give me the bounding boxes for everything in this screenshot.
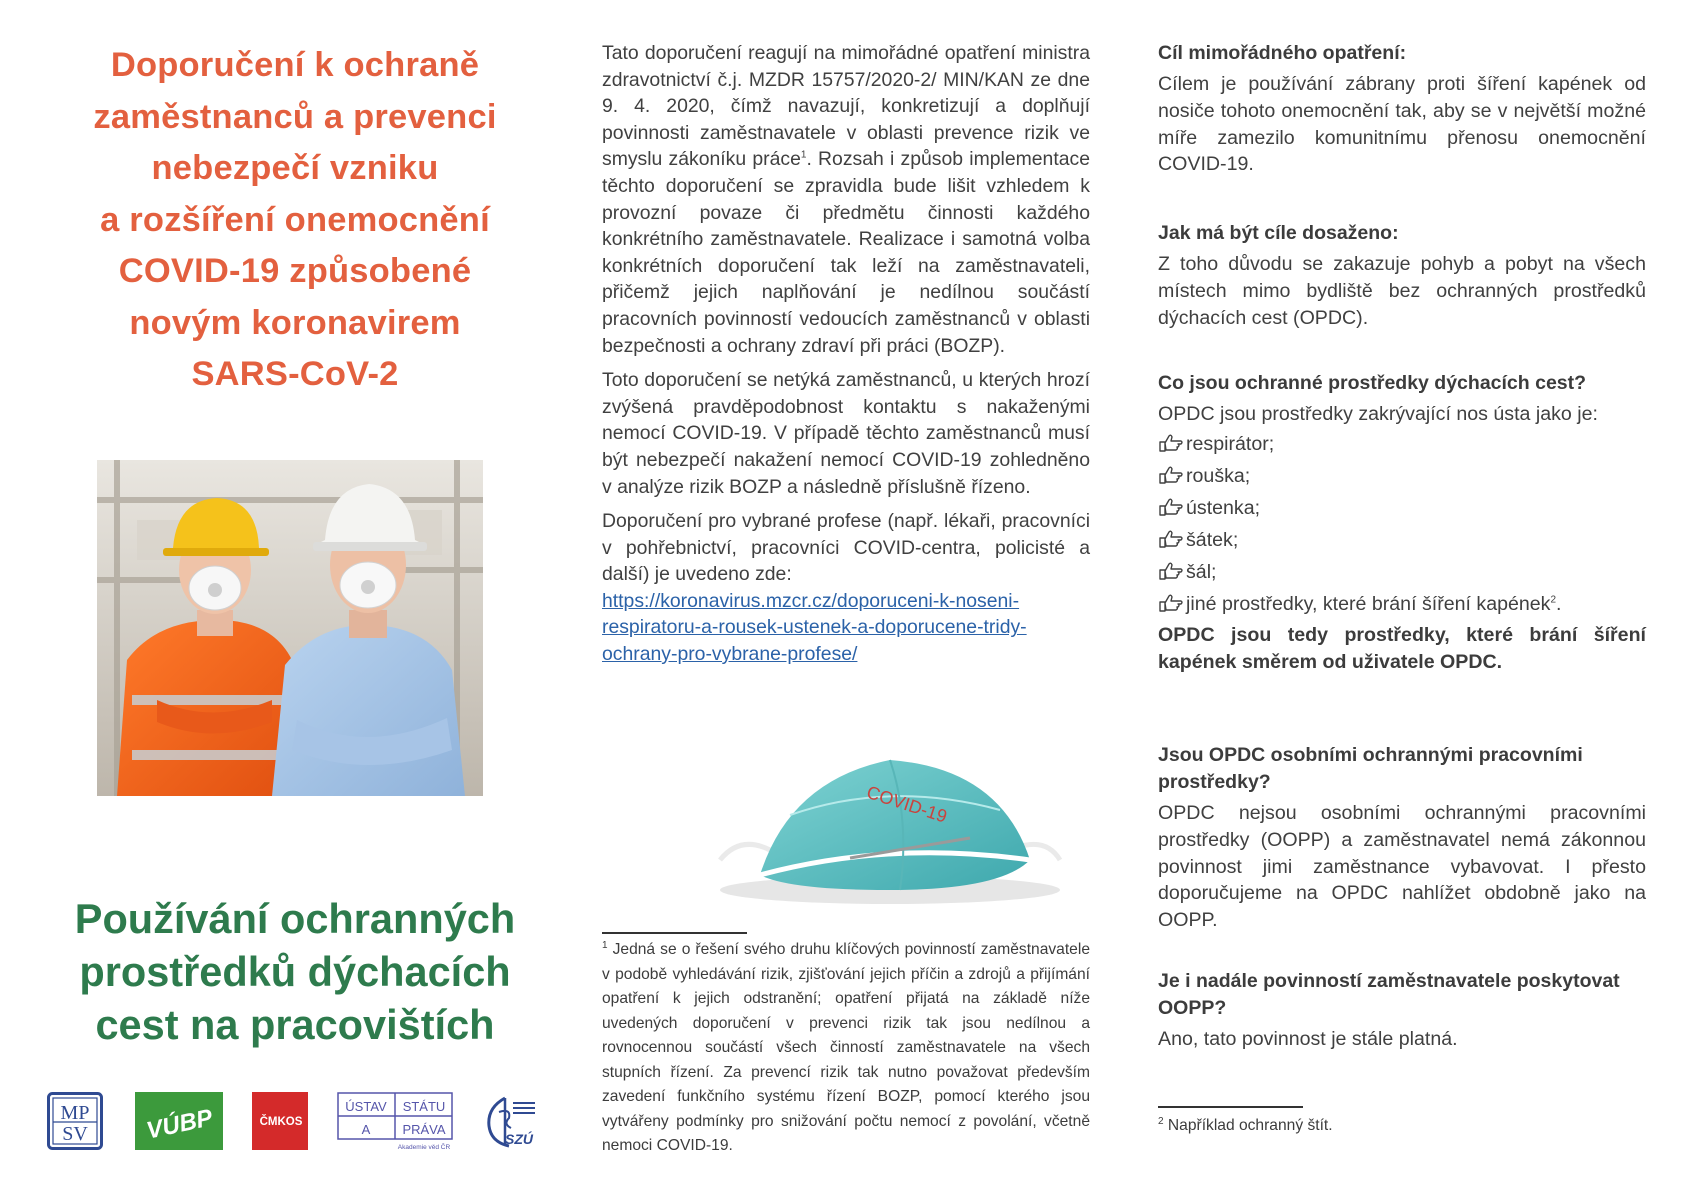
title-line: zaměstnanců a prevenci bbox=[93, 97, 497, 136]
footnote-1-number: 1 bbox=[602, 939, 608, 951]
cmkos-text: ČMKOS bbox=[259, 1116, 303, 1128]
usp-logo bbox=[337, 1092, 453, 1152]
usp-text-3: A bbox=[361, 1122, 371, 1137]
professions-text: Doporučení pro vybrané profese (např. lékaři, pracovníci v pohřebnictví, pracovníci COVID-centra, policisté a další) je uvedeno zde: bbox=[602, 510, 1090, 586]
cmkos-logo bbox=[252, 1092, 308, 1150]
link-line: https://koronavirus.mzcr.cz/doporuceni-k-noseni- bbox=[602, 589, 1020, 612]
answer-obligation: Ano, tato povinnost je stále platná. bbox=[1158, 1028, 1458, 1050]
list-item bbox=[1158, 460, 1646, 492]
subtitle-line: cest na pracovištích bbox=[95, 1001, 495, 1048]
pointing-hand-icon bbox=[1158, 593, 1184, 613]
question-oopp: Jsou OPDC osobními ochrannými pracovními prostředky? bbox=[1158, 744, 1583, 793]
answer-oopp: OPDC nejsou osobními ochrannými pracovními prostředky (OOPP) a zaměstnavatel nemá zákonnou povinnost jimi zaměstnance vybavovat. I přesto doporučujeme na OPDC nahlížet obdobně jako na OOPP. bbox=[1158, 802, 1646, 932]
intro-text-rest: . Rozsah i způsob implementace těchto doporučení se zpravidla bude lišit vzhledem k provozní povaze či předmětu činnosti každého konkrétního zaměstnavatele. Realizace i samotná volba konkrétních doporučení tak leží na zaměstnavateli, přičemž jejich naplňování je nedílnou součástí pracovních povinností vedoucích zaměstnanců v oblasti bezpečnosti a ochrany zdraví při práci (BOZP). bbox=[602, 148, 1090, 357]
footnote-ref-1[interactable]: 1 bbox=[800, 149, 807, 161]
main-title bbox=[40, 40, 550, 401]
usp-subtext: Akademie věd ČR bbox=[397, 1144, 451, 1151]
pointing-hand-icon bbox=[1158, 561, 1184, 581]
question-obligation: Je i nadále povinností zaměstnavatele poskytovat OOPP? bbox=[1158, 970, 1620, 1019]
section-obligation bbox=[1158, 968, 1646, 1053]
section-how bbox=[1158, 220, 1646, 331]
pointing-hand-icon bbox=[1158, 497, 1184, 517]
szu-logo bbox=[481, 1092, 545, 1152]
footnote-1-text: Jedná se o řešení svého druhu klíčových povinností zaměstnavatele v podobě vyhledávání rizik, zjišťování jejich příčin a zdrojů a přijímání opatření k jejich odstranění; opatření přijatá na základě níže uvedených doporučení v prevenci rizik tak jsou nedílnou a rovnocennou součástí všech činností zaměstnavatele na všech stupních řízení. Za prevencí rizik tak nutno považovat především zavedení funkčního systému řízení BOZP, pomocí kterého jsou vytvářeny podmínky pro snižování počtu nemocí z povolání, včetně nemoci COVID-19. bbox=[602, 941, 1090, 1154]
workers-illustration bbox=[97, 460, 483, 796]
list-item-text: šátek; bbox=[1186, 528, 1239, 551]
list-item bbox=[1158, 524, 1646, 556]
footnote-ref-2[interactable]: 2 bbox=[1550, 594, 1557, 606]
subtitle bbox=[40, 892, 550, 1051]
list-item-text: respirátor; bbox=[1186, 432, 1275, 455]
title-line: SARS-CoV-2 bbox=[191, 355, 399, 393]
mask-label: COVID-19 bbox=[864, 781, 950, 827]
answer-what: OPDC jsou prostředky zakrývající nos ústa jako je: bbox=[1158, 403, 1598, 425]
middle-column bbox=[602, 40, 1090, 668]
footnote-2-number: 2 bbox=[1158, 1115, 1164, 1127]
usp-text-2: STÁTU bbox=[402, 1099, 446, 1114]
exception-paragraph: Toto doporučení se netýká zaměstnanců, u kterých hrozí zvýšená pravděpodobnost kontaktu s nakaženými nemocí COVID-19. V případě těchto zaměstnanců musí být nebezpečí nakažení nemocí COVID-19 zohledněno v analýze rizik BOZP a následně příslušně řízeno. bbox=[602, 369, 1090, 498]
footnote-2 bbox=[1158, 1116, 1333, 1136]
answer-how: Z toho důvodu se zakazuje pohyb a pobyt na všech místech mimo bydliště bez ochranných prostředků dýchacích cest (OPDC). bbox=[1158, 253, 1646, 329]
usp-text-1: ÚSTAV bbox=[345, 1099, 387, 1114]
mpsv-logo bbox=[47, 1092, 103, 1150]
list-item bbox=[1158, 588, 1646, 620]
szu-text: SZÚ bbox=[505, 1131, 533, 1147]
mpsv-bottom-text: SV bbox=[62, 1123, 88, 1145]
subtitle-line: Používání ochranných bbox=[74, 895, 516, 942]
link-line: respiratoru-a-rousek-ustenek-a-doporucene-tridy- bbox=[602, 616, 1027, 639]
list-item-text: šál; bbox=[1186, 560, 1217, 583]
vubp-text: VÚBP bbox=[144, 1104, 215, 1145]
title-line: a rozšíření onemocnění bbox=[100, 200, 490, 239]
footnote-2-text: Například ochranný štít. bbox=[1163, 1117, 1333, 1134]
pointing-hand-icon bbox=[1158, 465, 1184, 485]
intro-text: Tato doporučení reagují na mimořádné opatření ministra zdravotnictví č.j. MZDR 15757/2020-2/ MIN/KAN ze dne 9. 4. 2020, čímž navazují, konkretizují a doplňují povinnosti zaměstnavatele v oblasti prevence rizik ve smyslu zákoníku práce bbox=[602, 42, 1090, 171]
list-item-text: ústenka; bbox=[1186, 496, 1261, 519]
answer-goal: Cílem je používání zábrany proti šíření kapének od nosiče tohoto onemocnění tak, aby se v největší možné míře zamezilo komunitnímu přenosu onemocnění COVID-19. bbox=[1158, 73, 1646, 176]
vubp-logo bbox=[135, 1092, 223, 1150]
list-item-text: jiné prostředky, které brání šíření kapének bbox=[1186, 592, 1551, 615]
mpsv-top-text: MP bbox=[60, 1102, 90, 1124]
professions-link[interactable] bbox=[602, 588, 1090, 668]
question-how: Jak má být cíle dosaženo: bbox=[1158, 222, 1399, 244]
face-mask-image bbox=[700, 740, 1080, 910]
footnote-divider-2 bbox=[1158, 1106, 1303, 1108]
left-column bbox=[40, 40, 550, 1150]
opdc-summary: OPDC jsou tedy prostředky, které brání šíření kapének směrem od uživatele OPDC. bbox=[1158, 623, 1646, 673]
title-line: COVID-19 způsobené bbox=[118, 252, 472, 290]
title-line: nebezpečí vzniku bbox=[151, 149, 439, 187]
pointing-hand-icon bbox=[1158, 433, 1184, 453]
section-what bbox=[1158, 370, 1646, 676]
list-item-end: . bbox=[1556, 592, 1562, 615]
footnote-divider-1 bbox=[602, 932, 747, 934]
question-goal: Cíl mimořádného opatření: bbox=[1158, 42, 1407, 64]
title-line: Doporučení k ochraně bbox=[110, 46, 480, 84]
section-goal bbox=[1158, 40, 1646, 178]
pointing-hand-icon bbox=[1158, 529, 1184, 549]
subtitle-line: prostředků dýchacích bbox=[79, 948, 511, 995]
list-item bbox=[1158, 492, 1646, 524]
professions-paragraph bbox=[602, 508, 1090, 668]
list-item bbox=[1158, 556, 1646, 588]
opdc-list bbox=[1158, 428, 1646, 620]
title-line: novým koronavirem bbox=[129, 303, 461, 342]
footnote-1 bbox=[602, 938, 1090, 1159]
list-item-text: rouška; bbox=[1186, 464, 1251, 487]
list-item bbox=[1158, 428, 1646, 460]
link-line: ochrany-pro-vybrane-profese/ bbox=[602, 643, 858, 666]
usp-text-4: PRÁVA bbox=[402, 1122, 446, 1137]
mask-illustration bbox=[700, 740, 1080, 910]
question-what: Co jsou ochranné prostředky dýchacích cest? bbox=[1158, 372, 1587, 394]
intro-paragraph bbox=[602, 40, 1090, 359]
section-oopp bbox=[1158, 742, 1646, 934]
partner-logos bbox=[47, 1092, 557, 1152]
workers-photo bbox=[97, 460, 483, 796]
